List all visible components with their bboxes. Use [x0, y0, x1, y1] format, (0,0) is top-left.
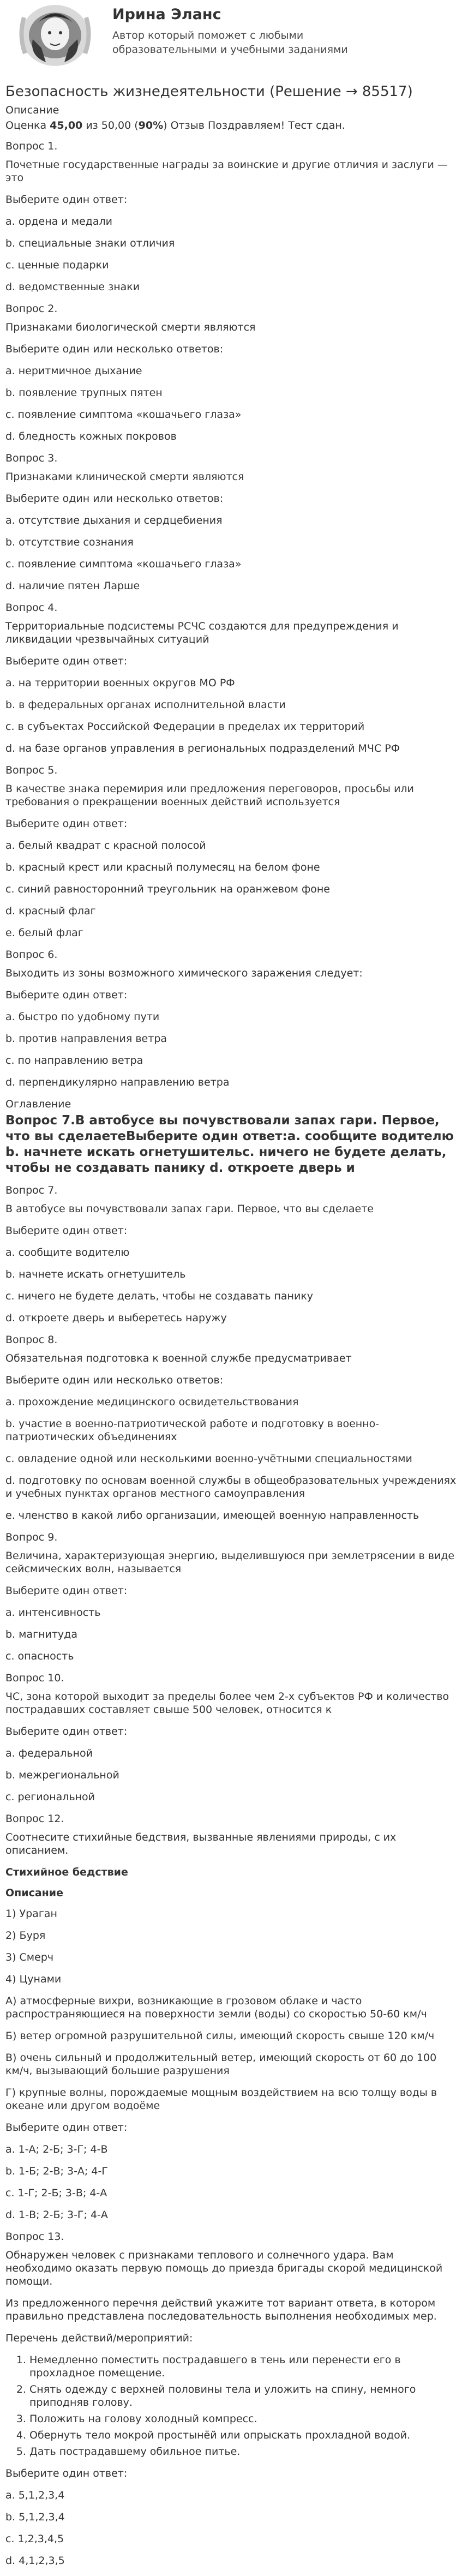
answer-option: c. опасность	[5, 1650, 74, 1662]
answer-option: c. овладение одной или несколькими военно-учётными специальностями	[5, 1453, 412, 1465]
question-title: Вопрос 8.	[5, 1334, 58, 1346]
match-description: Б) ветер огромной разрушительной силы, имеющий скорость свыше 120 км/ч	[5, 2030, 435, 2042]
answer-hint: Выберите один ответ:	[5, 194, 128, 206]
question-text: Признаками биологической смерти являются	[5, 321, 256, 333]
step-item: 3. Положить на голову холодный компресс.	[29, 2412, 457, 2425]
answer-hint: Выберите один или несколько ответов:	[5, 1374, 224, 1386]
question-text: Величина, характеризующая энергию, выделившуюся при землетрясении в виде сейсмических волн, называется	[5, 1550, 455, 1575]
score-value: 45,00	[50, 119, 83, 131]
answer-hint: Выберите один ответ:	[5, 2467, 128, 2479]
answer-option: a. 1-А; 2-Б; 3-Г; 4-В	[5, 2143, 108, 2155]
answer-option: b. участие в военно-патриотической работе и подготовку в военно-патриотических объединениях	[5, 1418, 380, 1443]
steps-list	[5, 2353, 457, 2458]
answer-option: d. на базе органов управления в региональных подразделений МЧС РФ	[5, 742, 400, 754]
question-text: Обязательная подготовка к военной службе предусматривает	[5, 1352, 352, 1364]
answer-option: d. 4,1,2,3,5	[5, 2555, 65, 2567]
question-title: Вопрос 7.	[5, 1184, 58, 1196]
match-item: 2) Буря	[5, 1930, 46, 1942]
answer-option: c. по направлению ветра	[5, 1055, 143, 1067]
answer-option: a. на территории военных округов МО РФ	[5, 677, 235, 689]
answer-option: b. отсутствие сознания	[5, 536, 134, 548]
answer-option: e. белый флаг	[5, 927, 83, 939]
answer-option: d. бледность кожных покровов	[5, 430, 177, 442]
answer-option: c. появление симптома «кошачьего глаза»	[5, 558, 242, 570]
answer-option: a. сообщите водителю	[5, 1247, 130, 1259]
answer-option: c. 1,2,3,4,5	[5, 2533, 64, 2545]
question-text: Обнаружен человек с признаками теплового и солнечного удара. Вам необходимо оказать первую помощь до приезда бригады скорой медицинской помощи.	[5, 2249, 443, 2287]
list-label: Перечень действий/мероприятий:	[5, 2332, 193, 2344]
column-heading: Описание	[5, 1887, 64, 1899]
answer-option: d. ведомственные знаки	[5, 281, 140, 293]
description-label: Описание	[5, 104, 59, 116]
answer-option: d. наличие пятен Ларше	[5, 580, 140, 592]
column-heading: Стихийное бедствие	[5, 1866, 128, 1878]
question-text: Признаками клинической смерти являются	[5, 471, 244, 483]
score-line	[5, 119, 457, 132]
answer-option: c. региональной	[5, 1791, 95, 1803]
author-header	[5, 0, 457, 67]
answer-hint: Выберите один ответ:	[5, 818, 128, 830]
match-item: 3) Смерч	[5, 1951, 54, 1963]
answer-option: d. перпендикулярно направлению ветра	[5, 1076, 230, 1088]
answer-option: b. 1-Б; 2-В; 3-А; 4-Г	[5, 2165, 108, 2177]
toc-title: Оглавление	[5, 1098, 71, 1110]
question-title: Вопрос 5.	[5, 764, 58, 776]
answer-option: b. межрегиональной	[5, 1769, 119, 1781]
answer-hint: Выберите один ответ:	[5, 1585, 128, 1597]
step-item: 1. Немедленно поместить пострадавшего в тень или перенести его в прохладное помещение.	[29, 2353, 457, 2380]
answer-option: b. красный крест или красный полумесяц на белом фоне	[5, 861, 320, 873]
score-prefix: Оценка	[5, 119, 50, 131]
answer-option: c. ничего не будете делать, чтобы не создавать панику	[5, 1290, 314, 1302]
author-description: Автор который поможет с любыми образовательными и учебными заданиями	[112, 29, 348, 56]
answer-option: a. быстро по удобному пути	[5, 1011, 160, 1023]
answer-option: d. красный флаг	[5, 905, 96, 917]
answer-option: a. 5,1,2,3,4	[5, 2489, 65, 2501]
answer-option: a. интенсивность	[5, 1607, 101, 1619]
question-title: Вопрос 4.	[5, 602, 58, 614]
score-suffix: ) Отзыв Поздравляем! Тест сдан.	[163, 119, 345, 131]
step-item: 5. Дать пострадавшему обильное питье.	[29, 2445, 457, 2458]
answer-option: b. 5,1,2,3,4	[5, 2511, 65, 2523]
answer-hint: Выберите один или несколько ответов:	[5, 343, 224, 355]
answer-option: b. специальные знаки отличия	[5, 237, 175, 249]
answer-option: c. синий равносторонний треугольник на оранжевом фоне	[5, 883, 330, 895]
answer-option: a. федеральной	[5, 1747, 93, 1759]
question-text: В автобусе вы почувствовали запах гари. Первое, что вы сделаете	[5, 1203, 374, 1215]
answer-option: c. 1-Г; 2-Б; 3-В; 4-А	[5, 2187, 107, 2199]
answer-option: b. в федеральных органах исполнительной власти	[5, 699, 286, 711]
answer-hint: Выберите один ответ:	[5, 1726, 128, 1738]
avatar	[13, 1, 97, 70]
toc-heading: Вопрос 7.В автобусе вы почувствовали запах гари. Первое, что вы сделаетеВыберите один ответ:a. сообщите водителю b. начнете искать огнетушительc. ничего не будете делать, чтобы не создавать панику d. откроете дверь и	[5, 1113, 454, 1175]
question-text: Территориальные подсистемы РСЧС создаются для предупреждения и ликвидации чрезвычайных ситуаций	[5, 620, 399, 645]
question-text: В качестве знака перемирия или предложения переговоров, просьбы или требования о прекращении военных действий используется	[5, 783, 414, 808]
answer-option: b. магнитуда	[5, 1628, 77, 1640]
answer-option: c. в субъектах Российской Федерации в пределах их территорий	[5, 721, 365, 733]
answer-option: b. появление трупных пятен	[5, 387, 163, 399]
match-description: Г) крупные волны, порождаемые мощным воздействием на всю толщу воды в океане или другом водоёме	[5, 2087, 437, 2112]
match-item: 4) Цунами	[5, 1973, 62, 1985]
question-text: Выходить из зоны возможного химического заражения следует:	[5, 967, 363, 979]
answer-option: a. неритмичное дыхание	[5, 365, 142, 377]
answer-hint: Выберите один ответ:	[5, 989, 128, 1001]
question-title: Вопрос 9.	[5, 1531, 58, 1543]
answer-option: a. белый квадрат с красной полосой	[5, 840, 206, 852]
answer-option: b. начнете искать огнетушитель	[5, 1268, 186, 1280]
author-name: Ирина Эланс	[112, 6, 221, 23]
question-title: Вопрос 6.	[5, 949, 58, 961]
question-title: Вопрос 1.	[5, 140, 58, 152]
question-title: Вопрос 3.	[5, 452, 58, 464]
answer-hint: Выберите один ответ:	[5, 655, 128, 667]
match-description: В) очень сильный и продолжительный ветер, имеющий скорость от 60 до 100 км/ч, вызывающий большие разрушения	[5, 2052, 437, 2077]
answer-option: d. 1-В; 2-Б; 3-Г; 4-А	[5, 2209, 108, 2221]
answer-option: c. появление симптома «кошачьего глаза»	[5, 409, 242, 421]
question-text: Соотнесите стихийные бедствия, вызванные явлениями природы, с их описанием.	[5, 1831, 397, 1856]
question-text: ЧС, зона которой выходит за пределы более чем 2-х субъектов РФ и количество пострадавших составляет свыше 500 человек, относится к	[5, 1691, 449, 1716]
question-text: Почетные государственные награды за воинские и другие отличия и заслуги — это	[5, 159, 448, 184]
answer-option: d. откроете дверь и выберетесь наружу	[5, 1312, 227, 1324]
answer-option: b. против направления ветра	[5, 1033, 167, 1045]
match-description: А) атмосферные вихри, возникающие в грозовом облаке и часто распространяющиеся на поверхности земли (воды) со скоростью 50-60 км/ч	[5, 1995, 427, 2020]
page-title: Безопасность жизнедеятельности (Решение → 85517)	[5, 83, 413, 100]
score-percent: 90%	[138, 119, 164, 131]
step-item: 4. Обернуть тело мокрой простынёй или опрыскать прохладной водой.	[29, 2429, 457, 2442]
question-title: Вопрос 13.	[5, 2231, 64, 2243]
answer-option: a. отсутствие дыхания и сердцебиения	[5, 514, 223, 526]
score-middle: из 50,00 (	[82, 119, 139, 131]
answer-hint: Выберите один или несколько ответов:	[5, 493, 224, 505]
answer-option: a. ордена и медали	[5, 215, 113, 227]
question-title: Вопрос 12.	[5, 1813, 64, 1825]
question-title: Вопрос 2.	[5, 303, 58, 315]
answer-option: e. членство в какой либо организации, имеющей военную направленность	[5, 1509, 419, 1521]
answer-hint: Выберите один ответ:	[5, 1225, 128, 1237]
question-title: Вопрос 10.	[5, 1672, 64, 1684]
match-item: 1) Ураган	[5, 1908, 57, 1920]
answer-option: d. подготовку по основам военной службы в общеобразовательных учреждениях и учебных пунктах органов местного самоуправления	[5, 1475, 457, 1500]
answer-hint: Выберите один ответ:	[5, 2122, 128, 2134]
step-item: 2. Снять одежду с верхней половины тела и уложить на спину, немного приподняв голову.	[29, 2383, 457, 2409]
answer-option: c. ценные подарки	[5, 259, 109, 271]
question-text-2: Из предложенного перечня действий укажите тот вариант ответа, в котором правильно представлена последовательность выполнения необходимых мер.	[5, 2297, 437, 2322]
answer-option: a. прохождение медицинского освидетельствования	[5, 1396, 299, 1408]
